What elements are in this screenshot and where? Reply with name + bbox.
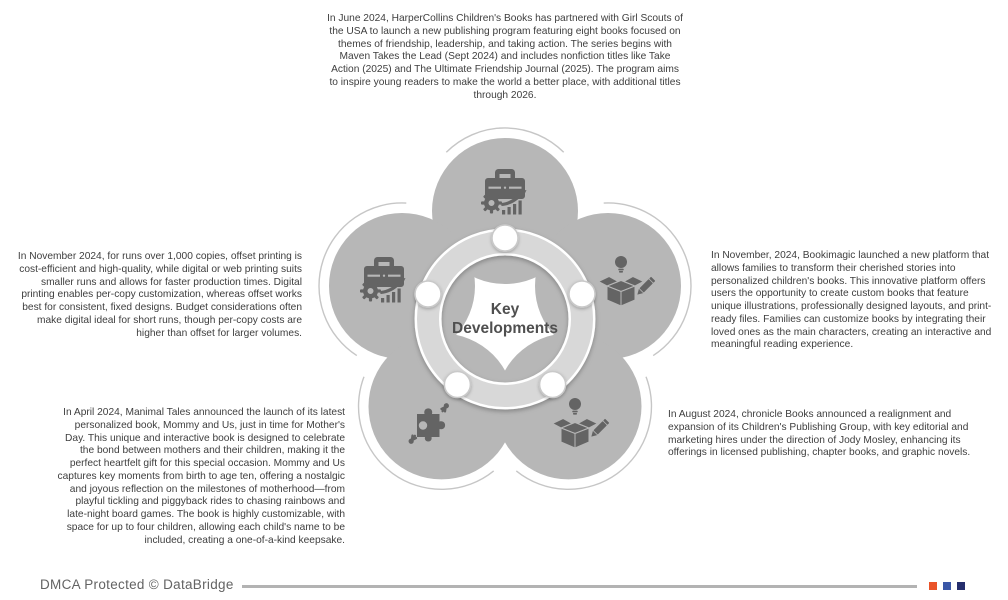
hub-upper-left — [415, 281, 441, 307]
brand-squares-svg — [929, 582, 967, 590]
brand-square-orange — [929, 582, 937, 590]
brand-square-navy — [957, 582, 965, 590]
footer-divider-line — [242, 585, 917, 588]
center-label-line1: Key — [490, 301, 520, 318]
note-right: In November, 2024, Bookimagic launched a new platform that allows families to transform their cherished stories into personalized children's books. This innovative platform offers users the opportunity to create custom books that feature unique illustrations, professionally designed layouts, and print-ready files. Families can customize books by integrating their loved ones as the main characters, creating an interactive and meaningful reading experience. — [711, 250, 992, 351]
hub-top — [492, 225, 518, 251]
hub-lower-right — [540, 372, 566, 398]
hub-upper-right — [569, 281, 595, 307]
note-bottom-right: In August 2024, chronicle Books announced a realignment and expansion of its Children's Publishing Group, with key editorial and marketing hires under the direction of Jody Mosley, enhancing its offerings in licensed publishing, chapter books, and graphic novels. — [668, 409, 971, 459]
center-label-line2: Developments — [452, 320, 558, 337]
note-left: In November 2024, for runs over 1,000 copies, offset printing is cost-efficient and high-quality, while digital or web printing suits smaller runs and allows for faster production times. Digital printing enables per-copy customization, whereas offset works best for consistent, fixed designs. Budget considerations often make digital ideal for short runs, though per-copy costs are higher than offset for larger volumes. — [17, 251, 302, 339]
brand-square-blue — [943, 582, 951, 590]
hub-lower-left — [444, 372, 470, 398]
note-bottom-left: In April 2024, Manimal Tales announced the launch of its latest personalized book, Mommy and Us, just in time for Mother's Day. This unique and interactive book is designed to celebrate the bond between mothers and their children, making it the perfect heartfelt gift for this special occasion. Mommy and Us captures key moments from birth to age ten, offering a nostalgic and joyous reflection on the milestones of motherhood—from playful tickling and piggyback rides to chasing rainbows and late-night board games. The book is highly customizable, with space for up to four children, allowing each child's name to be included, creating a one-of-a-kind keepsake. — [57, 407, 345, 546]
dmca-protected-label: DMCA Protected © DataBridge — [40, 577, 234, 592]
note-top: In June 2024, HarperCollins Children's Books has partnered with Girl Scouts of the USA to launch a new publishing program featuring eight books focused on themes of friendship, leadership, and taking action. The series begins with Maven Takes the Lead (Sept 2024) and includes nonfiction titles like Take Action (2025) and The Ultimate Friendship Journal (2025). The program aims to inspire young readers to make the world a better place, with additional titles through 2026. — [327, 13, 683, 101]
brand-logo-squares — [929, 582, 967, 590]
